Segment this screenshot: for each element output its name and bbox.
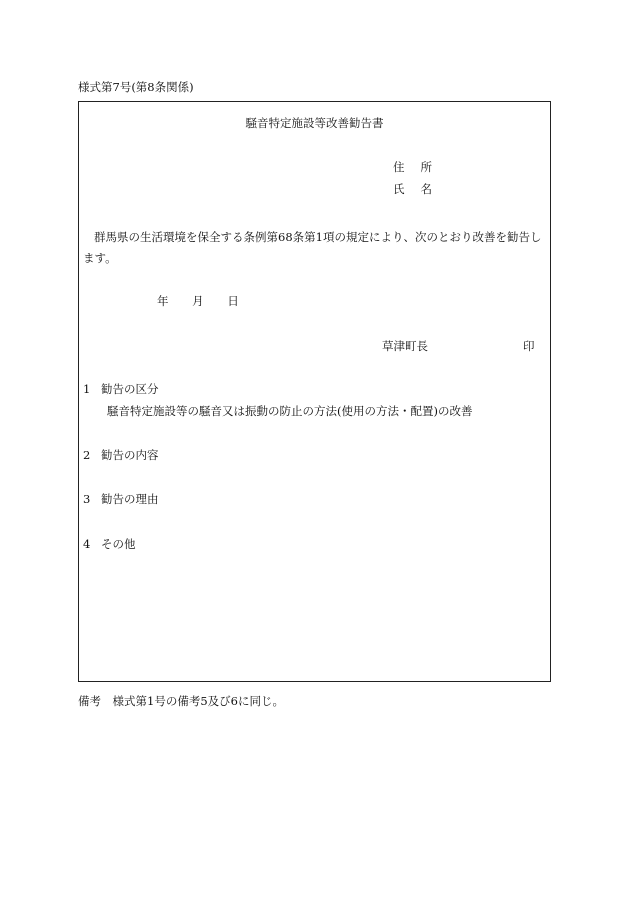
section-number: 4 <box>83 537 91 551</box>
address-label-char-2: 所 <box>420 160 432 174</box>
section-number: 3 <box>83 492 91 506</box>
notice-frame <box>78 101 551 682</box>
form-label: 様式第7号(第8条関係) <box>78 80 194 94</box>
day-label: 日 <box>227 294 239 308</box>
issuer-title: 草津町長 <box>382 339 428 353</box>
section-heading-text: 勧告の内容 <box>101 448 159 462</box>
section-3-heading <box>83 492 159 508</box>
section-heading-text: その他 <box>101 537 136 551</box>
name-row <box>393 182 432 198</box>
section-2-heading <box>83 448 159 464</box>
remarks-note: 備考 様式第1号の備考5及び6に同じ。 <box>78 694 284 708</box>
name-label-char-2: 名 <box>420 182 432 196</box>
document-title: 騒音特定施設等改善勧告書 <box>245 116 384 130</box>
section-number: 1 <box>83 382 91 396</box>
year-label: 年 <box>157 294 169 308</box>
seal-mark: 印 <box>523 339 535 353</box>
date-line <box>157 294 239 310</box>
section-4-heading <box>83 537 136 553</box>
address-row <box>393 160 432 176</box>
address-label-char-1: 住 <box>393 160 405 174</box>
section-heading-text: 勧告の理由 <box>101 492 159 506</box>
section-heading-text: 勧告の区分 <box>101 382 159 396</box>
section-1-heading <box>83 382 159 398</box>
section-number: 2 <box>83 448 91 462</box>
notice-body-text: 群馬県の生活環境を保全する条例第68条第1項の規定により、次のとおり改善を勧告します。 <box>83 230 542 265</box>
section-1-content: 騒音特定施設等の騒音又は振動の防止の方法(使用の方法・配置)の改善 <box>107 404 473 418</box>
name-label-char-1: 氏 <box>393 182 405 196</box>
month-label: 月 <box>192 294 204 308</box>
